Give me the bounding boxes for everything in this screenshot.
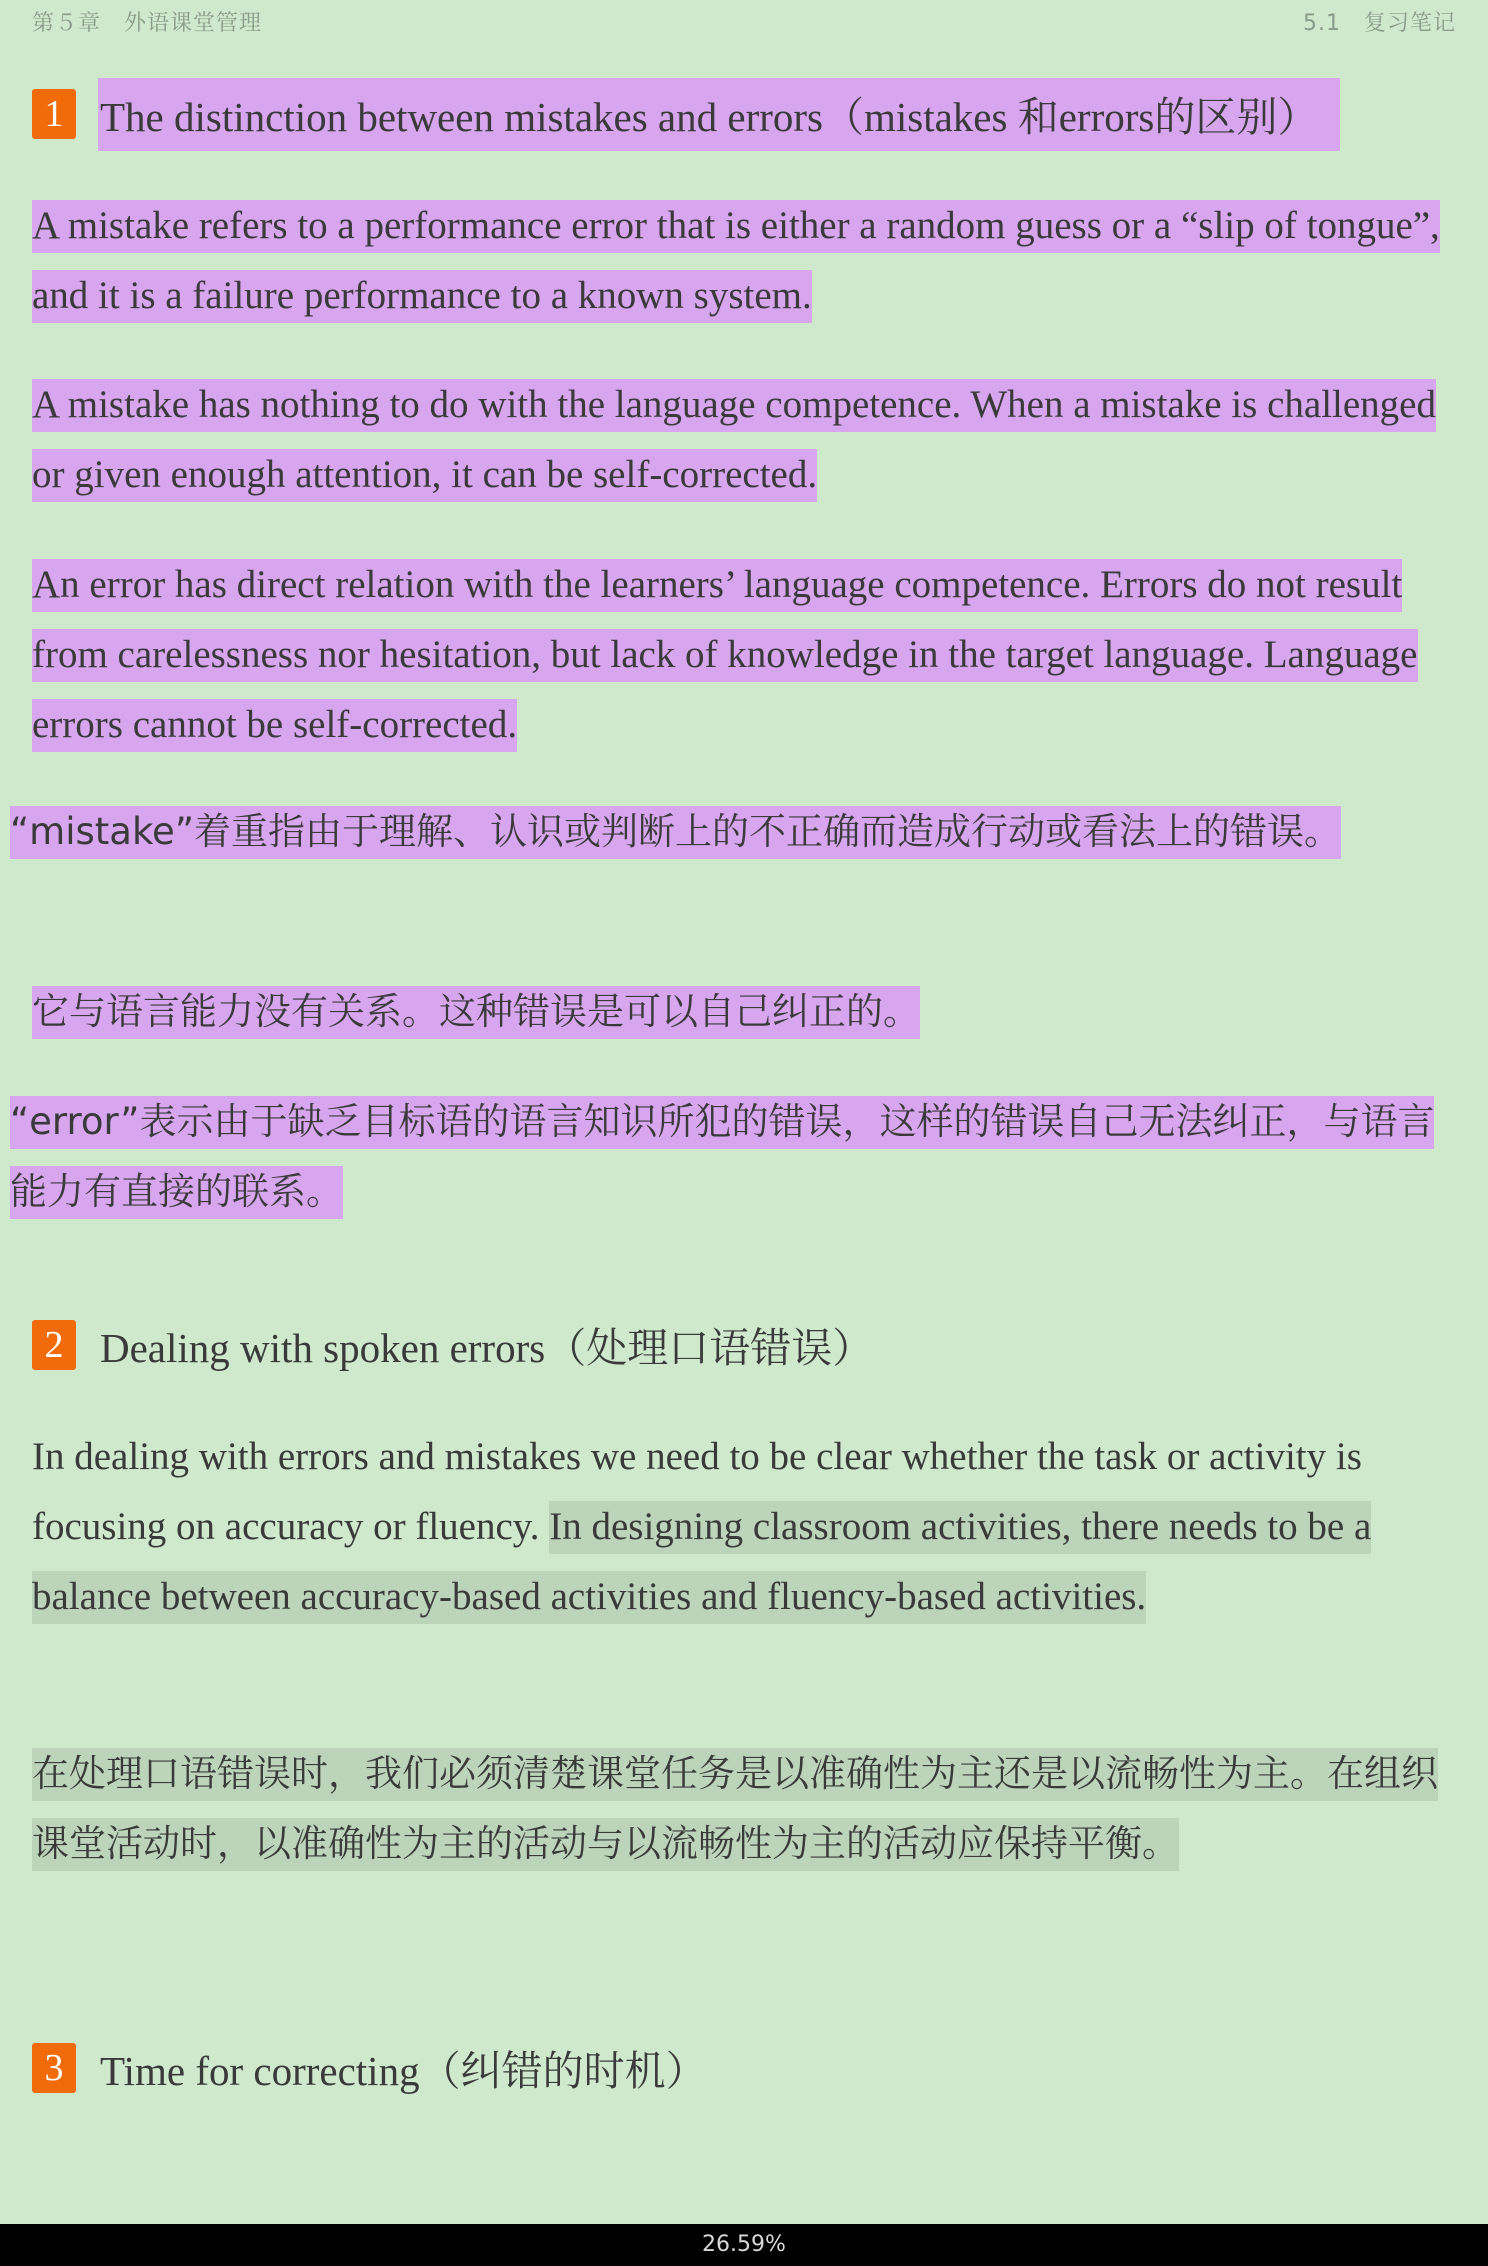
section-number-badge: 1: [32, 89, 76, 139]
highlighted-text[interactable]: “mistake”着重指由于理解、认识或判断上的不正确而造成行动或看法上的错误。: [10, 806, 1341, 859]
section-number-badge: 3: [32, 2043, 76, 2093]
paragraph-mistake-competence: [32, 370, 1462, 510]
reading-progress-bar: [0, 2224, 1488, 2266]
section-number-badge: 2: [32, 1320, 76, 1370]
section-title: 5.1 复习笔记: [1303, 11, 1456, 36]
highlighted-text[interactable]: A mistake refers to a performance error that is either a random guess or a “slip of tongue”, and it is a failure performance to a known system.: [32, 200, 1440, 323]
paragraph-error-zh: [10, 1087, 1462, 1227]
highlighted-text[interactable]: 在处理口语错误时，我们必须清楚课堂任务是以准确性为主还是以流畅性为主。在组织课堂活动时，以准确性为主的活动与以流畅性为主的活动应保持平衡。: [32, 1748, 1438, 1871]
paragraph-mistake-self-correct-zh: [32, 977, 1462, 1047]
chapter-title: 第５章 外语课堂管理: [32, 11, 263, 36]
page-header: [0, 0, 1488, 42]
highlighted-text[interactable]: A mistake has nothing to do with the language competence. When a mistake is challenged or given enough attention, it can be self-corrected.: [32, 379, 1436, 502]
section-heading-2: [32, 1317, 895, 1373]
section-heading-text[interactable]: Dealing with spoken errors（处理口语错误）: [100, 1324, 874, 1371]
paragraph-mistake-zh: [10, 797, 1462, 867]
section-heading-3: [32, 2040, 729, 2096]
highlighted-text[interactable]: An error has direct relation with the learners’ language competence. Errors do not result from carelessness nor hesitation, but lack of knowledge in the target language. Language errors cannot be self-corrected.: [32, 559, 1418, 752]
paragraph-mistake-definition: [32, 191, 1462, 331]
paragraph-spoken-errors-zh: [32, 1739, 1462, 1879]
plain-text[interactable]: In dealing with errors and mistakes we need to be clear whether the task or activity is focusing on accuracy or fluency.: [32, 1435, 1362, 1548]
highlighted-text[interactable]: “error”表示由于缺乏目标语的语言知识所犯的错误，这样的错误自己无法纠正，与语言能力有直接的联系。: [10, 1096, 1434, 1219]
reading-progress-percent: 26.59%: [702, 2232, 786, 2257]
paragraph-error-definition: [32, 550, 1462, 760]
highlighted-text[interactable]: 它与语言能力没有关系。这种错误是可以自己纠正的。: [32, 986, 920, 1039]
section-heading-1: [32, 86, 1340, 142]
paragraph-spoken-errors-en: [32, 1422, 1462, 1632]
section-heading-text[interactable]: Time for correcting（纠错的时机）: [100, 2047, 707, 2094]
section-heading-text[interactable]: The distinction between mistakes and errors（mistakes 和errors的区别）: [98, 78, 1340, 151]
highlighted-text[interactable]: In designing classroom activities, there needs to be a balance between accuracy-based activities and fluency-based activities.: [32, 1501, 1371, 1624]
